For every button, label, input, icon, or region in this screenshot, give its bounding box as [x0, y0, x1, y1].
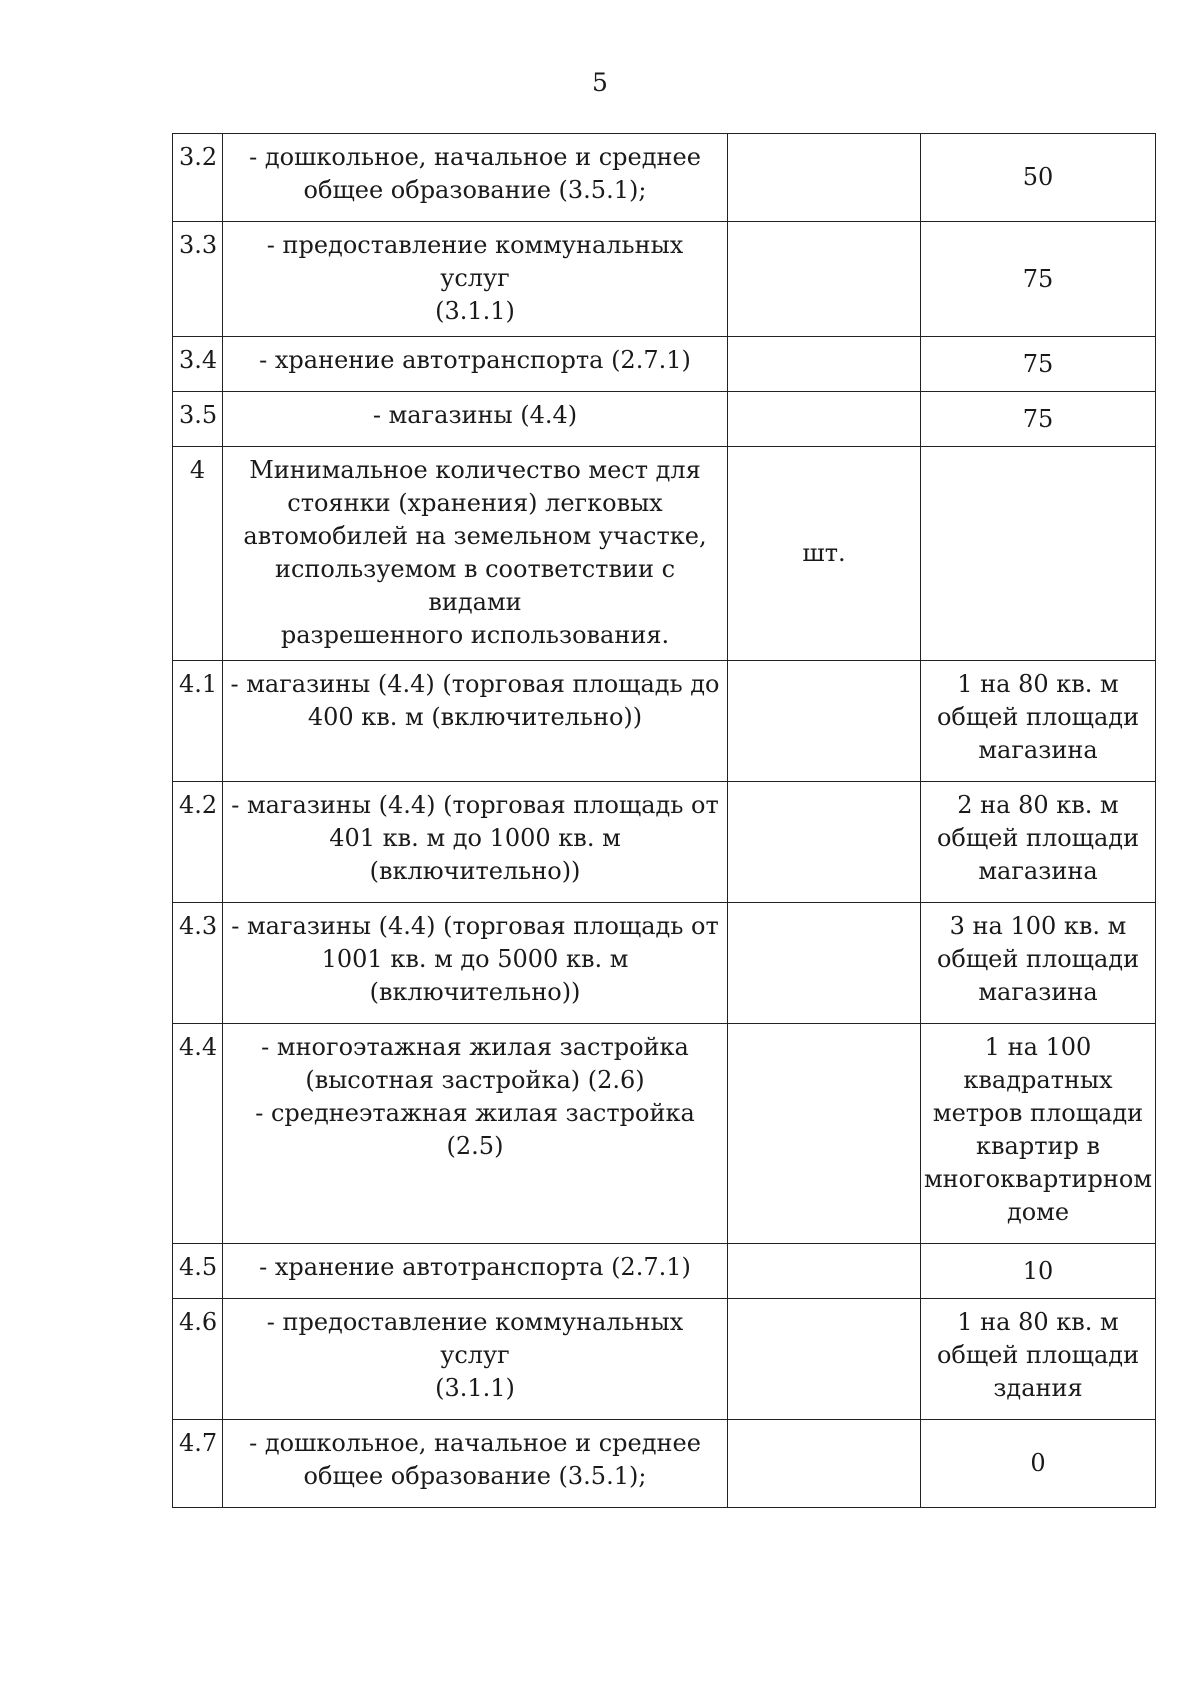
description-line: - дошкольное, начальное и среднее [249, 1429, 701, 1457]
table-row [173, 1299, 1156, 1420]
row-unit [728, 392, 921, 447]
page-number: 5 [592, 68, 608, 97]
value-line: 10 [1022, 1256, 1054, 1285]
description-line: (3.1.1) [435, 297, 515, 325]
value-line: общей площади [936, 824, 1140, 852]
description-line: - магазины (4.4) (торговая площадь от [231, 912, 719, 940]
row-description [223, 134, 728, 222]
description-line: 1001 кв. м до 5000 кв. м [321, 945, 629, 973]
row-value [921, 337, 1156, 392]
value-line: квартир в [976, 1132, 1100, 1160]
table-row [173, 392, 1156, 447]
row-value [921, 392, 1156, 447]
table-row [173, 222, 1156, 337]
table-row [173, 134, 1156, 222]
description-line: - среднеэтажная жилая застройка (2.5) [255, 1099, 695, 1160]
value-line: магазина [978, 857, 1098, 885]
requirements-table [172, 133, 1156, 1508]
row-unit [728, 1024, 921, 1244]
row-description [223, 337, 728, 392]
value-line: общей площади [936, 1341, 1140, 1369]
value-line: доме [1006, 1198, 1070, 1226]
description-line: используемом в соответствии с видами [274, 555, 676, 616]
value-line: 75 [1022, 404, 1054, 433]
description-line: - магазины (4.4) (торговая площадь до [230, 670, 720, 698]
row-unit [728, 903, 921, 1024]
row-unit [728, 782, 921, 903]
row-description [223, 222, 728, 337]
description-line: - дошкольное, начальное и среднее [249, 143, 701, 171]
row-value [921, 1244, 1156, 1299]
description-line: - предоставление коммунальных услуг [266, 231, 684, 292]
row-value [921, 661, 1156, 782]
value-line: 3 на 100 кв. м [949, 912, 1127, 940]
row-number: 4.2 [173, 782, 223, 903]
value-line: общей площади [936, 945, 1140, 973]
row-value [921, 903, 1156, 1024]
value-line: 1 на 80 кв. м [957, 670, 1119, 698]
value-line: 50 [1022, 163, 1054, 191]
description-line: - магазины (4.4) (торговая площадь от [231, 791, 719, 819]
row-value [921, 447, 1156, 661]
value-line: магазина [978, 978, 1098, 1006]
row-value [921, 782, 1156, 903]
row-number: 4.5 [173, 1244, 223, 1299]
description-line: автомобилей на земельном участке, [243, 522, 707, 550]
row-number: 4.6 [173, 1299, 223, 1420]
row-number: 4.1 [173, 661, 223, 782]
value-line: 1 на 100 [984, 1033, 1092, 1061]
row-number: 3.3 [173, 222, 223, 337]
value-line: 0 [1030, 1449, 1046, 1477]
row-description [223, 1299, 728, 1420]
table-row [173, 447, 1156, 661]
table-body [173, 134, 1156, 1508]
value-line: 75 [1022, 264, 1054, 293]
description-line: (высотная застройка) (2.6) [305, 1066, 645, 1094]
description-line: 400 кв. м (включительно)) [307, 703, 643, 731]
row-description [223, 782, 728, 903]
row-number: 3.2 [173, 134, 223, 222]
row-description [223, 392, 728, 447]
description-line: - предоставление коммунальных услуг [266, 1308, 684, 1369]
table-row [173, 782, 1156, 903]
row-unit [728, 134, 921, 222]
row-unit [728, 1299, 921, 1420]
row-number: 3.4 [173, 337, 223, 392]
row-unit [728, 337, 921, 392]
value-line: общей площади [936, 703, 1140, 731]
row-number: 4 [173, 447, 223, 661]
description-line: 401 кв. м до 1000 кв. м (включительно)) [329, 824, 621, 885]
row-number: 3.5 [173, 392, 223, 447]
row-value [921, 134, 1156, 222]
table-row [173, 1420, 1156, 1508]
value-line: здания [993, 1374, 1083, 1402]
row-description [223, 1244, 728, 1299]
table-row [173, 661, 1156, 782]
row-value [921, 1420, 1156, 1508]
row-value [921, 222, 1156, 337]
value-line: метров площади [932, 1099, 1144, 1127]
row-description [223, 1024, 728, 1244]
description-line: общее образование (3.5.1); [303, 176, 647, 204]
row-unit [728, 661, 921, 782]
description-line: (3.1.1) [435, 1374, 515, 1402]
description-line: разрешенного использования. [280, 621, 670, 649]
row-number: 4.3 [173, 903, 223, 1024]
row-description [223, 661, 728, 782]
description-line: Минимальное количество мест для [249, 456, 701, 484]
description-line: общее образование (3.5.1); [303, 1462, 647, 1490]
description-line: - хранение автотранспорта (2.7.1) [259, 346, 691, 374]
description-line: - магазины (4.4) [372, 401, 578, 429]
row-description [223, 1420, 728, 1508]
table-row [173, 1024, 1156, 1244]
row-unit [728, 1420, 921, 1508]
row-number: 4.4 [173, 1024, 223, 1244]
value-line: квадратных [963, 1066, 1113, 1094]
row-description [223, 903, 728, 1024]
description-line: - многоэтажная жилая застройка [261, 1033, 689, 1061]
row-value [921, 1299, 1156, 1420]
row-unit: шт. [728, 447, 921, 661]
row-description [223, 447, 728, 661]
value-line: магазина [978, 736, 1098, 764]
description-line: - хранение автотранспорта (2.7.1) [259, 1253, 691, 1281]
value-line: 2 на 80 кв. м [957, 791, 1119, 819]
table-row [173, 1244, 1156, 1299]
description-line: стоянки (хранения) легковых [287, 489, 663, 517]
row-value [921, 1024, 1156, 1244]
table-row [173, 337, 1156, 392]
value-line: многоквартирном [923, 1165, 1153, 1193]
value-line: 75 [1022, 349, 1054, 378]
value-line: 1 на 80 кв. м [957, 1308, 1119, 1336]
row-number: 4.7 [173, 1420, 223, 1508]
table-row [173, 903, 1156, 1024]
description-line: (включительно)) [369, 978, 581, 1006]
row-unit [728, 1244, 921, 1299]
row-unit [728, 222, 921, 337]
